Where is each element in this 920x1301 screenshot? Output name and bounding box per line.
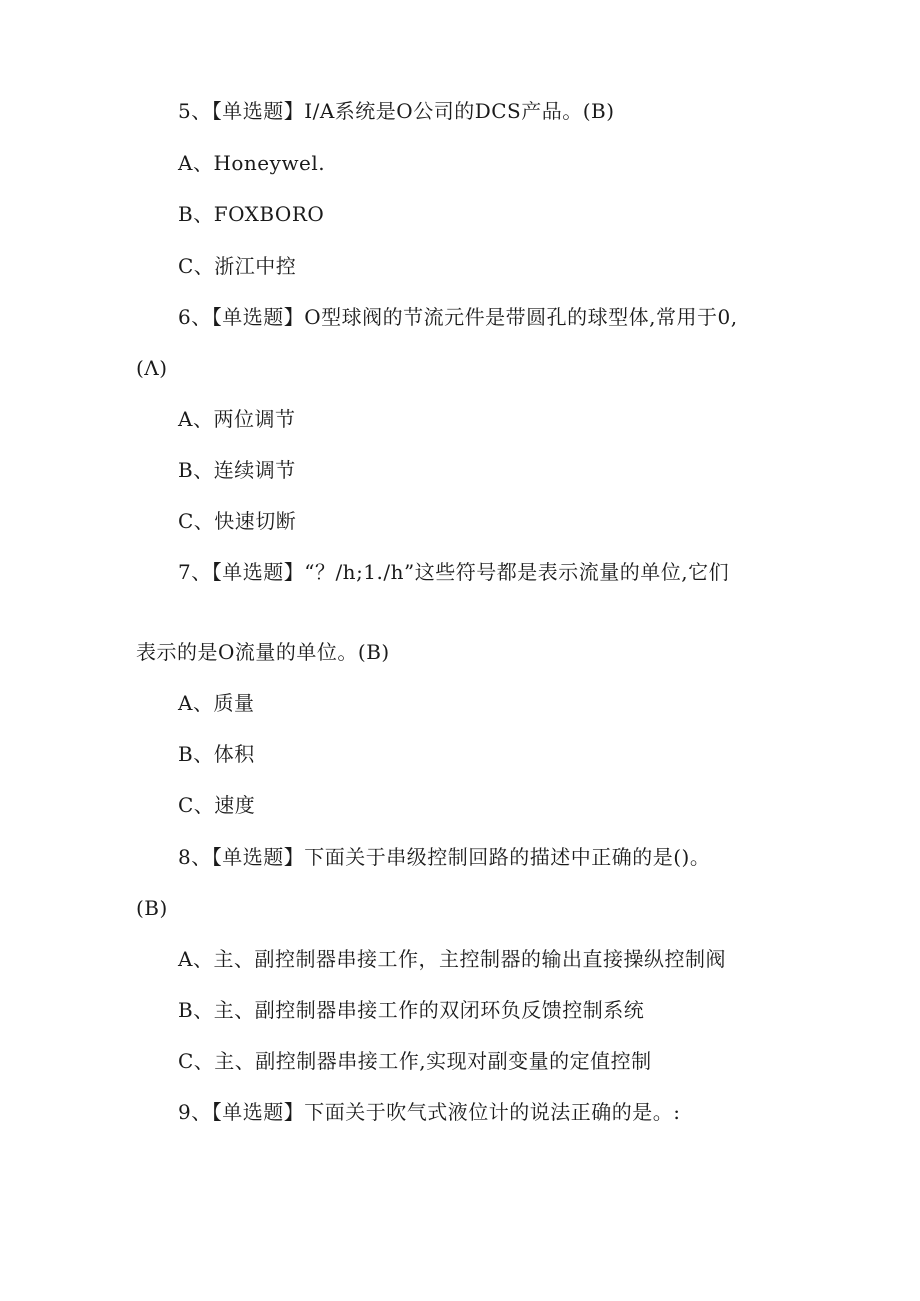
question-7-option-a: A、质量 [178, 691, 255, 715]
question-7-option-c: C、速度 [178, 793, 256, 817]
question-6-option-a: A、两位调节 [178, 407, 296, 431]
question-6-option-c: C、快速切断 [178, 509, 297, 533]
question-6-option-b: B、连续调节 [178, 458, 296, 482]
question-7-stem: 7、【单选题】“？/h;1./h”这些符号都是表示流量的单位,它们 [178, 560, 730, 584]
question-8-stem: 8、【单选题】下面关于串级控制回路的描述中正确的是()。 [178, 845, 711, 869]
question-6-stem-continuation: (Λ) [136, 356, 168, 380]
question-7-option-b: B、体积 [178, 742, 255, 766]
question-8-option-a: A、主、副控制器串接工作，主控制器的输出直接操纵控制阀 [178, 947, 726, 971]
question-6-stem: 6、【单选题】O型球阀的节流元件是带圆孔的球型体,常用于0, [178, 305, 738, 329]
question-8-option-b: B、主、副控制器串接工作的双闭环负反馈控制系统 [178, 998, 645, 1022]
question-8-option-c: C、主、副控制器串接工作,实现对副变量的定值控制 [178, 1049, 652, 1073]
question-5-stem: 5、【单选题】I/A系统是O公司的DCS产品。(B) [178, 99, 615, 123]
question-7-stem-continuation: 表示的是O流量的单位。(B) [136, 640, 390, 664]
question-5-option-a: A、Honeywel. [178, 151, 326, 175]
question-5-option-b: B、FOXBORO [178, 202, 325, 226]
question-5-option-c: C、浙江中控 [178, 254, 297, 278]
question-9-stem: 9、【单选题】下面关于吹气式液位计的说法正确的是。: [178, 1100, 681, 1124]
question-8-stem-continuation: (B) [136, 896, 168, 920]
